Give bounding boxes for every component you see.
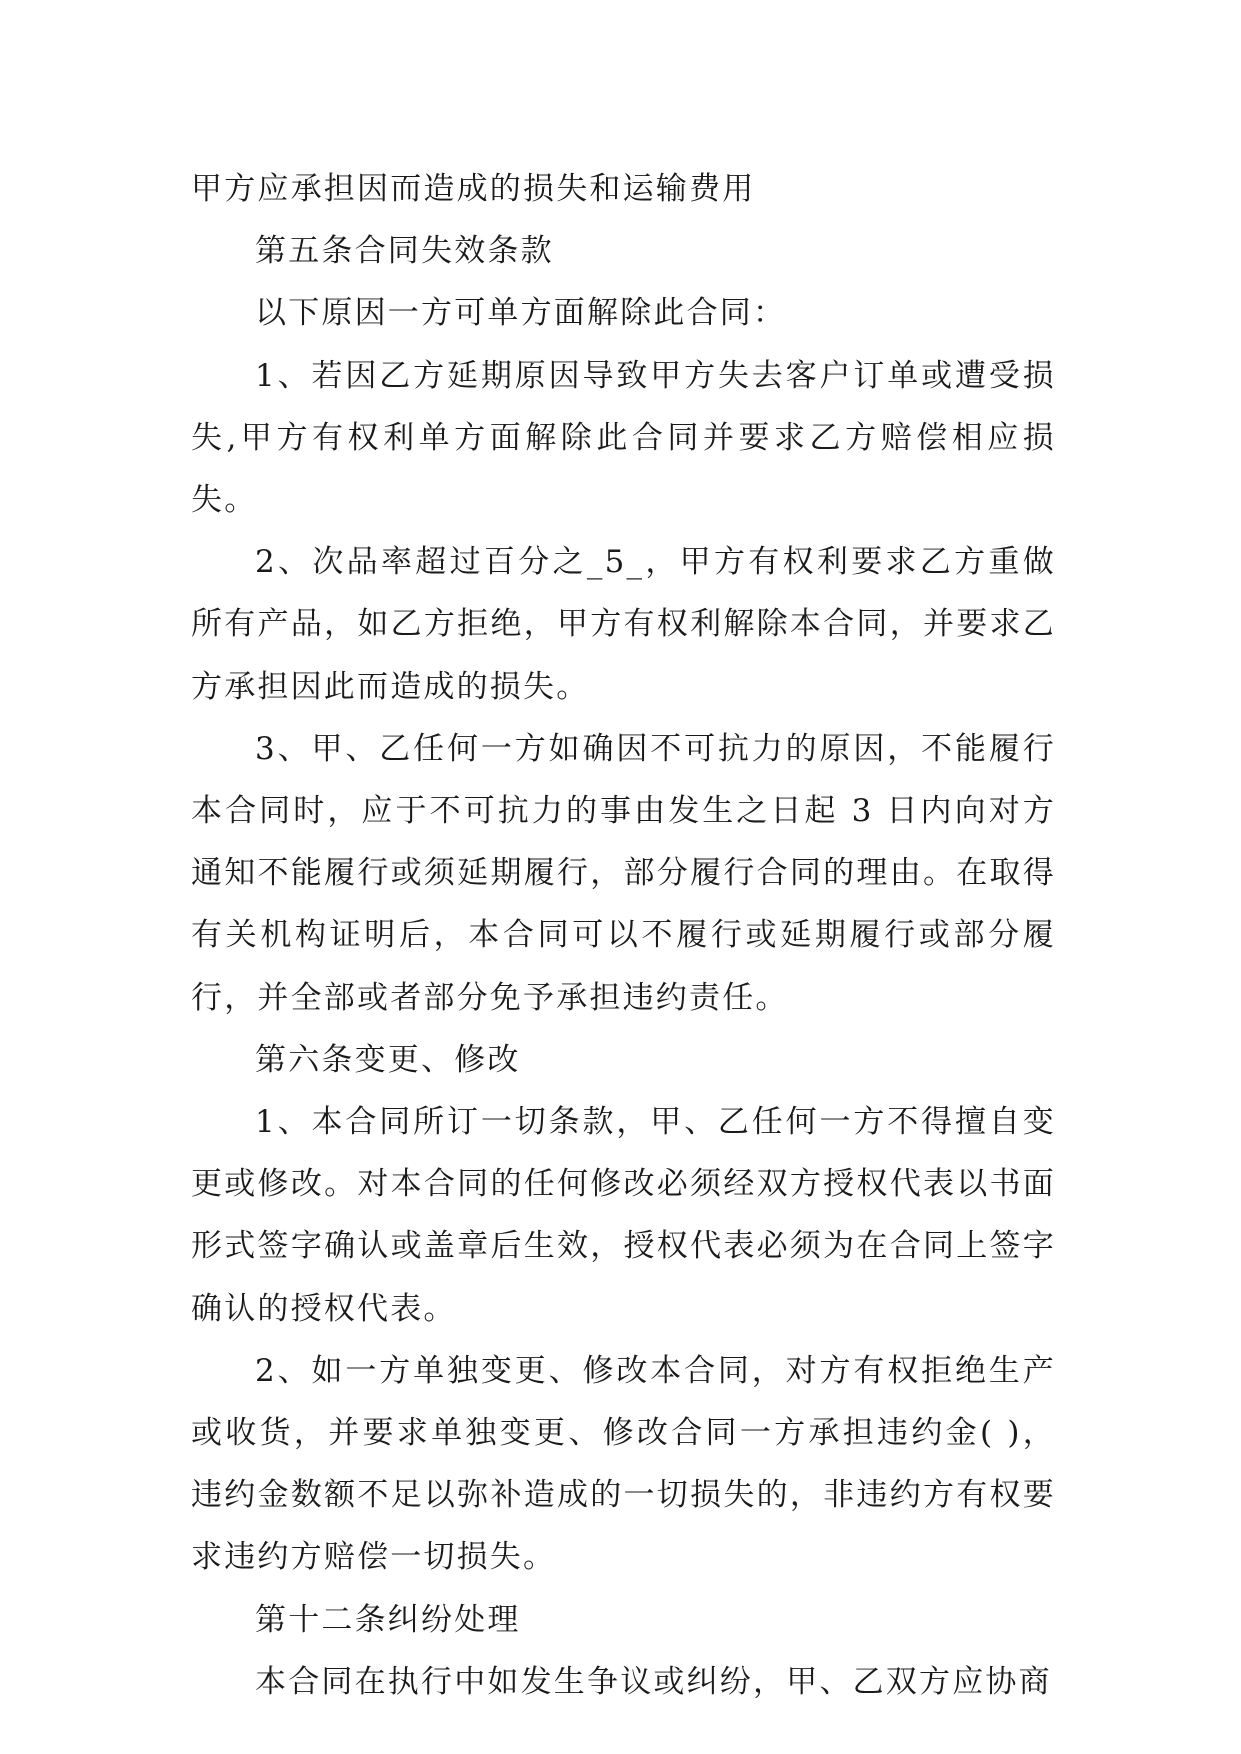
heading-article-12: 第十二条纠纷处理 [255,1601,521,1638]
paragraph-amendment-1: 1、本合同所订一切条款，甲、乙任何一方不得擅自变更或修改。对本合同的任何修改必须经双方授权代表以书面形式签字确认或盖章后生效，授权代表必须为在合同上签字确认的授权代表。 [191,1104,1056,1327]
paragraph-loss-and-freight: 甲方应承担因而造成的损失和运输费用 [191,171,756,207]
heading-article-5: 第五条合同失效条款 [255,233,554,270]
document-body [191,158,1056,1713]
heading-article-6: 第六条变更、修改 [255,1041,521,1078]
paragraph-amendment-2: 2、如一方单独变更、修改本合同，对方有权拒绝生产或收货，并要求单独变更、修改合同一方承担违约金( )，违约金数额不足以弥补造成的一切损失的，非违约方有权要求违约方赔偿一切损失。 [191,1352,1056,1576]
paragraph-termination-1: 1、若因乙方延期原因导致甲方失去客户订单或遭受损失,甲方有权利单方面解除此合同并要求乙方赔偿相应损失。 [191,357,1056,519]
paragraph-termination-intro: 以下原因一方可单方面解除此合同： [255,295,787,332]
paragraph-termination-3: 3、甲、乙任何一方如确因不可抗力的原因，不能履行本合同时，应于不可抗力的事由发生之日起 3 日内向对方通知不能履行或须延期履行，部分履行合同的理由。在取得有关机构证明后，本合同可以不履行或延期履行或部分履行，并全部或者部分免予承担违约责任。 [191,730,1056,1016]
paragraph-dispute: 本合同在执行中如发生争议或纠纷，甲、乙双方应协商 [255,1663,1052,1700]
paragraph-termination-2: 2、次品率超过百分之_5_，甲方有权利要求乙方重做所有产品，如乙方拒绝，甲方有权利解除本合同，并要求乙方承担因此而造成的损失。 [191,544,1056,705]
